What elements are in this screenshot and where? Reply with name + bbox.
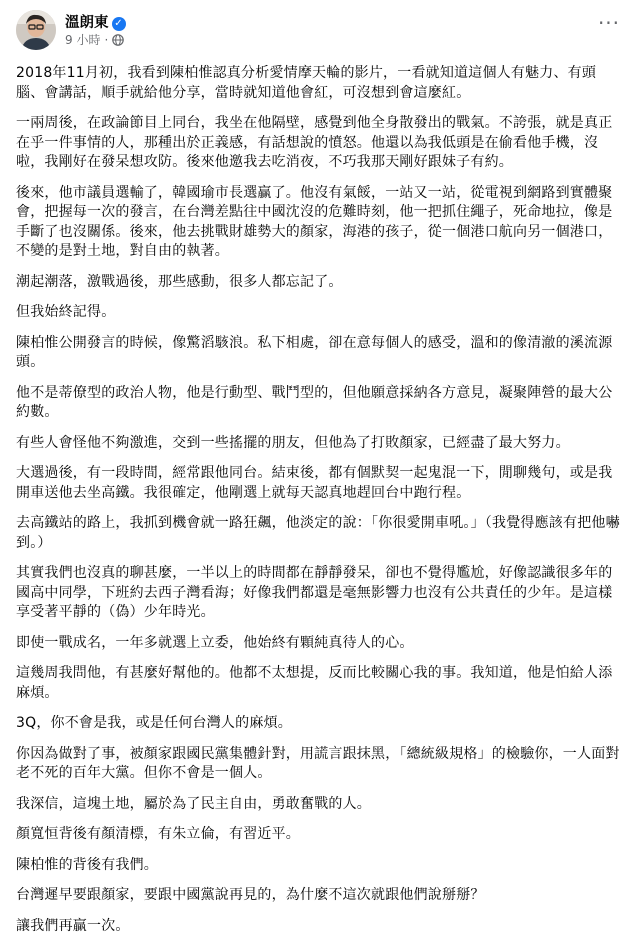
post-paragraph: 他不是蒂僚型的政治人物，他是行動型、戰鬥型的，但他願意採納各方意見，凝聚陣營的最大公約數。 [16,384,613,420]
post-paragraph: 讓我們再贏一次。 [16,917,130,934]
post-paragraph: 但我始終記得。 [16,304,116,320]
post-body [16,64,624,947]
post-paragraph: 3Q，你不會是我，或是任何台灣人的麻煩。 [16,715,292,731]
author-name[interactable] [65,11,126,32]
post-paragraph: 顏寬恒背後有顏清標，有朱立倫，有習近平。 [16,826,300,842]
post-paragraph: 即使一戰成名，一年多就選上立委，他始終有顆純真待人的心。 [16,634,414,651]
post-paragraph: 你因為做對了事，被顏家跟國民黨集體針對，用謊言跟抹黑，「總統級規格」的檢驗你，一人面對老不死的百年大黨。但你不會是一個人。 [16,745,620,781]
post-paragraph: 我深信，這塊土地，屬於為了民主自由，勇敢奮戰的人。 [16,795,371,812]
post-paragraph: 2018年11月初，我看到陳柏惟認真分析愛情摩天輪的影片，一看就知道這個人有魅力、有頭腦、會講話，順手就給他分享，當時就知道他會紅，可沒想到會這麼紅。 [16,65,597,101]
avatar-photo [16,10,56,50]
post-header [16,10,625,54]
post-timestamp[interactable]: 9 小時 [65,33,101,47]
post-paragraph: 一兩周後，在政論節目上同台，我坐在他隔壁，感覺到他全身散發出的戰氣。不誇張，就是真正在乎一件事情的人，那種出於正義感，有話想說的憤怒。他還以為我低頭是在偷看他手機，沒啦，我剛好在發呆想攻防。後來他邀我去吃消夜，不巧我那天剛好跟妹子有約。 [16,115,613,170]
avatar[interactable] [16,10,56,50]
post-paragraph: 陳柏惟公開發言的時候，像驚滔駭浪。私下相處，卻在意每個人的感受，溫和的像清澈的溪流源頭。 [16,334,613,370]
more-options-icon[interactable]: ··· [597,11,621,35]
post-paragraph: 陳柏惟的背後有我們。 [16,856,158,873]
post-paragraph: 去高鐵站的路上，我抓到機會就一路狂飆，他淡定的說：「你很愛開車吼。」（我覺得應該有把他嚇到。） [16,515,620,551]
post-paragraph: 潮起潮落，激戰過後，那些感動，很多人都忘記了。 [16,273,343,290]
post-paragraph: 這幾周我問他，有甚麼好幫他的。他都不太想提，反而比較關心我的事。我知道，他是怕給人添麻煩。 [16,665,613,701]
post-paragraph: 後來，他市議員選輸了，韓國瑜市長選贏了。他沒有氣餒，一站又一站，從電視到網路到實體聚會，把握每一次的發言，在台灣差點往中國沈沒的危難時刻，他一把抓住繩子，死命地拉，像是手斷了也沒關係。後來，他去挑戰財雄勢大的顏家，海港的孩子，從一個港口航向另一個港口，不變的是對土地，對自由的執著。 [16,184,613,259]
post-paragraph: 大選過後，有一段時間，經常跟他同台。結束後，都有個默契一起鬼混一下，閒聊幾句，或是我開車送他去坐高鐵。我很確定，他剛選上就每天認真地趕回台中跑行程。 [16,465,613,501]
post-paragraph: 台灣遲早要跟顏家，要跟中國黨說再見的，為什麼不這次就跟他們說掰掰？ [16,887,485,903]
post-paragraph: 其實我們也沒真的聊甚麼，一半以上的時間都在靜靜發呆，卻也不覺得尷尬，好像認識很多年的國高中同學，下班約去西子灣看海；好像我們都還是毫無影響力也沒有公共責任的少年。是這樣享受著平靜的（偽）少年時光。 [16,565,613,620]
author-name-text[interactable]: 溫朗東 [65,15,109,31]
post-meta [65,31,124,49]
separator-dot: · [104,33,109,47]
check-icon: ✓ [112,17,126,31]
post-paragraph: 有些人會怪他不夠激進，交到一些搖擺的朋友，但他為了打敗顏家，已經盡了最大努力。 [16,434,570,451]
globe-icon [112,34,124,49]
